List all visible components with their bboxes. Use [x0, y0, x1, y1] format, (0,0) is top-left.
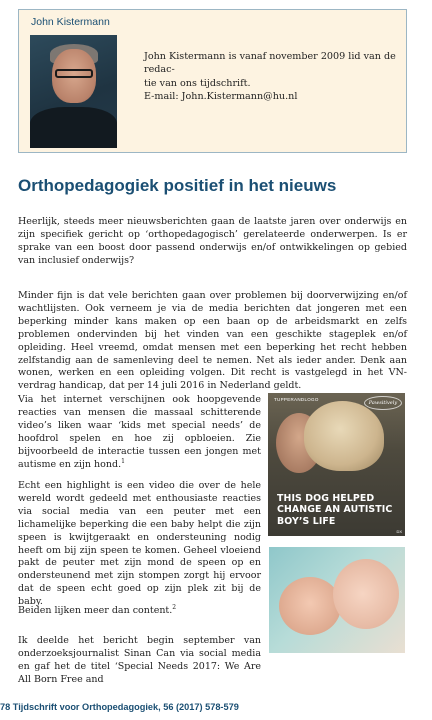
- dog-boy-image: [268, 393, 405, 536]
- author-bio-line: tie van ons tijdschrift.: [144, 77, 251, 89]
- paragraph-internet-text: Via het internet verschijnen ook hoopgevende reacties van mensen die massaal schitterende video’s liken waar ‘kids met special needs’ de hoofdrol spelen en hoe zij opbloeien. Zie bijvoorbeeld de interactie tussen een jongen met autisme en zijn hond.: [18, 394, 261, 470]
- image-logo: Pawsitively: [364, 396, 402, 410]
- photo-shirt: [30, 107, 117, 148]
- paragraph-shared: Ik deelde het bericht begin september van onderzoeksjournalist Sinan Can via social media en gaf het de titel ‘Special Needs 2017: We Are All Born Free and: [18, 635, 261, 685]
- toddler-figure: [279, 577, 341, 635]
- paragraph-internet: [18, 394, 261, 471]
- author-photo: [30, 35, 117, 148]
- page-footer: [0, 702, 239, 712]
- image-corner-mark: DX: [396, 529, 402, 534]
- journal-citation: Tijdschrift voor Orthopedagogiek, 56 (2017) 578-579: [12, 702, 239, 712]
- footnote-ref-2[interactable]: 2: [172, 603, 177, 611]
- paragraph-highlight: Echt een highlight is een video die over de hele wereld wordt gedeeld met enthousiaste reacties via social media van een peuter met een lichamelijke beperking die een baby helpt die zijn speen is kwijtgeraakt en ondersteuning nodig heeft om bij zijn speen te komen. Geheel vloeiend pakt de peuter met zijn mond de speen op en ondersteunend met zijn stompen zorgt hij ervoor dat de speen echt goed op zijn plek zit bij de baby.: [18, 480, 261, 608]
- photo-glasses: [55, 69, 93, 78]
- paragraph-problems: Minder fijn is dat vele berichten gaan over problemen bij doorverwijzing en/of wachtlijsten. Ook verneem je via de media berichten dat jongeren met een beperking minder kans maken op een baan op de arbeidsmarkt en zelfs problemen ondervinden bij het vinden van een geschikte stageplek en/of opleiding. Heel vreemd, omdat mensen met een beperking het recht hebben zelfstandig aan de samenleving deel te nemen. Net als ieder ander. Denk aan wonen, werken en een opleiding volgen. Dit recht is vastgelegd in het VN-verdrag handicap, dat per 14 juli 2016 in Nederland geldt.: [18, 290, 407, 392]
- paragraph-intro: Heerlijk, steeds meer nieuwsberichten gaan de laatste jaren over onderwijs en zijn specifiek gericht op ‘orthopedagogisch’ gerelateerde onderwerpen. Is er sprake van een boost door passend onderwijs en/of ontwikkelingen op gebied van inclusief onderwijs?: [18, 216, 407, 266]
- page-number: 78: [0, 702, 11, 712]
- paragraph-content: [18, 605, 261, 618]
- baby-figure: [333, 559, 399, 629]
- author-email: E-mail: John.Kistermann@hu.nl: [144, 90, 298, 102]
- author-bio: [144, 50, 414, 103]
- author-name: John Kistermann: [31, 16, 110, 28]
- article-title: Orthopedagogiek positief in het nieuws: [18, 176, 337, 195]
- author-bio-line: John Kistermann is vanaf november 2009 lid van de redac-: [144, 51, 396, 76]
- author-info-box: [18, 9, 407, 153]
- footnote-ref-1[interactable]: 1: [121, 457, 125, 465]
- babies-image: [269, 547, 405, 653]
- dog-figure: [304, 401, 384, 471]
- image-badge: TUPPERANDLOGO: [274, 397, 319, 402]
- paragraph-content-text: Beiden lijken meer dan content.: [18, 605, 173, 616]
- image-headline: THIS DOG HELPED CHANGE AN AUTISTIC BOY’S LIFE: [277, 493, 393, 527]
